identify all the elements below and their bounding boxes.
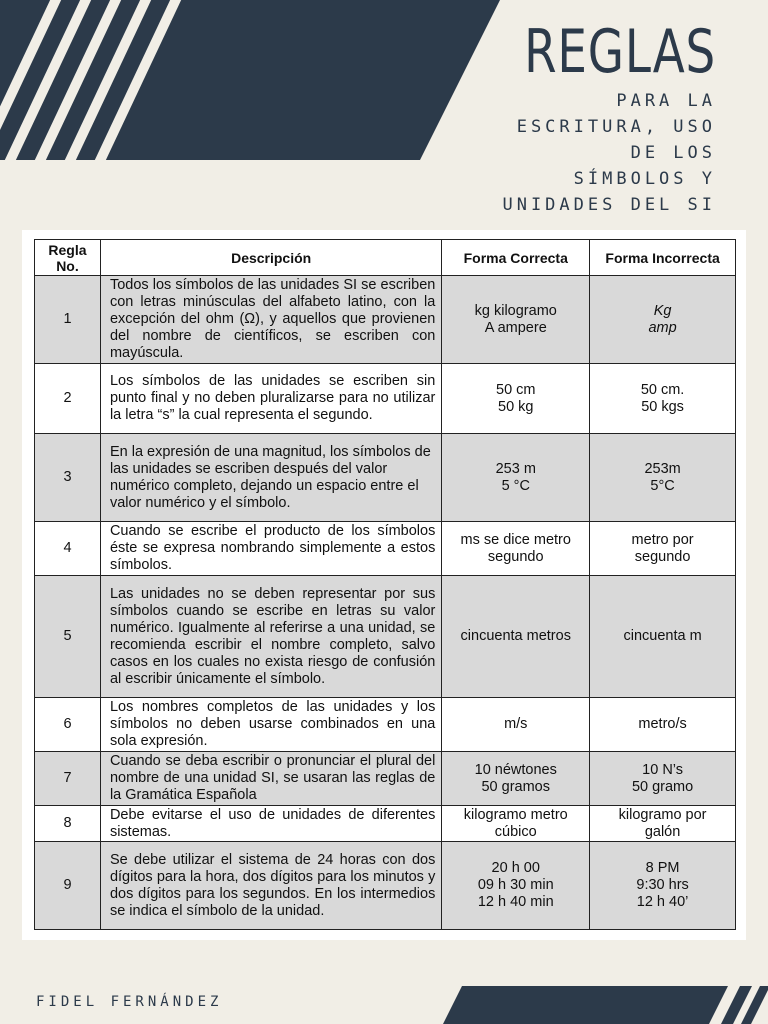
page-subtitle: PARA LA ESCRITURA, USO DE LOS SÍMBOLOS Y UNIDADES DEL SI — [502, 91, 716, 215]
table-row — [35, 752, 736, 806]
rule-number: 5 — [35, 576, 101, 698]
rule-number: 1 — [35, 276, 101, 364]
incorrect-form: metro por segundo — [590, 522, 736, 576]
correct-form: 253 m 5 °C — [442, 434, 590, 522]
header-correct-form: Forma Correcta — [442, 240, 590, 276]
rule-number: 6 — [35, 698, 101, 752]
rule-description: Las unidades no se deben representar por sus símbolos cuando se escribe en letras su valor numérico. Igualmente al referirse a una unidad, se recomienda escribir el nombre completo, salvo casos en los cuales no exista riesgo de confusión al escribir únicamente el símbolo. — [100, 576, 441, 698]
bottom-decorative-stripes — [0, 980, 768, 1024]
rule-description: Cuando se deba escribir o pronunciar el plural del nombre de una unidad SI, se usaran las reglas de la Gramática Española — [100, 752, 441, 806]
incorrect-form: metro/s — [590, 698, 736, 752]
author-name: FIDEL FERNÁNDEZ — [36, 994, 223, 1010]
rule-description: Debe evitarse el uso de unidades de diferentes sistemas. — [100, 806, 441, 842]
rules-table-card — [22, 230, 746, 940]
incorrect-form: Kg amp — [590, 276, 736, 364]
incorrect-form: cincuenta m — [590, 576, 736, 698]
rule-description: En la expresión de una magnitud, los símbolos de las unidades se escriben después del valor numérico completo, dejando un espacio entre el valor numérico y el símbolo. — [100, 434, 441, 522]
rule-description: Cuando se escribe el producto de los símbolos éste se expresa nombrando simplemente a estos símbolos. — [100, 522, 441, 576]
page-title: REGLAS — [524, 17, 716, 87]
table-row — [35, 698, 736, 752]
rule-number: 7 — [35, 752, 101, 806]
table-row — [35, 806, 736, 842]
correct-form: m/s — [442, 698, 590, 752]
rule-number: 4 — [35, 522, 101, 576]
table-row — [35, 522, 736, 576]
correct-form: kilogramo metro cúbico — [442, 806, 590, 842]
incorrect-form: 253m 5°C — [590, 434, 736, 522]
header-incorrect-form: Forma Incorrecta — [590, 240, 736, 276]
rules-table — [34, 239, 736, 930]
rule-number: 8 — [35, 806, 101, 842]
header-description: Descripción — [100, 240, 441, 276]
table-row — [35, 276, 736, 364]
table-header-row — [35, 240, 736, 276]
correct-form: 10 néwtones 50 gramos — [442, 752, 590, 806]
table-row — [35, 364, 736, 434]
table-row — [35, 576, 736, 698]
rule-description: Los símbolos de las unidades se escriben sin punto final y no deben pluralizarse para no utilizar la letra “s” la cual representa el segundo. — [100, 364, 441, 434]
header-rule-number: Regla No. — [35, 240, 101, 276]
rule-description: Todos los símbolos de las unidades SI se escriben con letras minúsculas del alfabeto latino, con la excepción del ohm (Ω), y aquellos que provienen del nombre de científicos, se escriben con mayúscula. — [100, 276, 441, 364]
rule-description: Se debe utilizar el sistema de 24 horas con dos dígitos para la hora, dos dígitos para los minutos y dos dígitos para los segundos. En los intermedios se indica el símbolo de la unidad. — [100, 842, 441, 930]
correct-form: ms se dice metro segundo — [442, 522, 590, 576]
correct-form: cincuenta metros — [442, 576, 590, 698]
correct-form: 20 h 00 09 h 30 min 12 h 40 min — [442, 842, 590, 930]
rule-number: 9 — [35, 842, 101, 930]
incorrect-form: kilogramo por galón — [590, 806, 736, 842]
incorrect-form: 50 cm. 50 kgs — [590, 364, 736, 434]
rule-number: 2 — [35, 364, 101, 434]
incorrect-form: 10 N’s 50 gramo — [590, 752, 736, 806]
table-row — [35, 434, 736, 522]
table-row — [35, 842, 736, 930]
correct-form: 50 cm 50 kg — [442, 364, 590, 434]
incorrect-form: 8 PM 9:30 hrs 12 h 40’ — [590, 842, 736, 930]
top-decorative-stripes — [0, 0, 500, 160]
rule-description: Los nombres completos de las unidades y los símbolos no deben usarse combinados en una sola expresión. — [100, 698, 441, 752]
correct-form: kg kilogramo A ampere — [442, 276, 590, 364]
rule-number: 3 — [35, 434, 101, 522]
